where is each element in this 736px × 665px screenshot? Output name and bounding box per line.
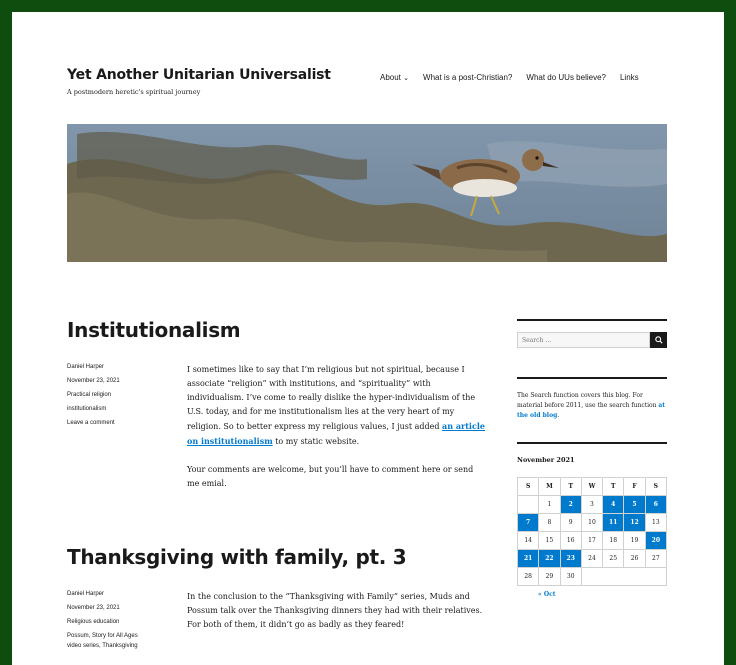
- calendar-week-row: [518, 550, 667, 568]
- post-category[interactable]: Practical religion: [67, 392, 112, 398]
- post-paragraph: [187, 363, 485, 449]
- post-title[interactable]: Thanksgiving with family, pt. 3: [67, 545, 407, 569]
- calendar-day: 19: [624, 532, 645, 550]
- calendar-day: 9: [560, 514, 581, 532]
- calendar-day-link[interactable]: 11: [603, 514, 624, 532]
- nav-item-about[interactable]: [380, 73, 409, 82]
- calendar-day: 14: [518, 532, 539, 550]
- nav-item-uu-beliefs[interactable]: What do UUs believe?: [526, 73, 606, 82]
- nav-item-post-christian[interactable]: What is a post-Christian?: [423, 73, 513, 82]
- site-title[interactable]: Yet Another Unitarian Universalist: [67, 67, 331, 83]
- page: [12, 12, 724, 665]
- calendar-day: 24: [581, 550, 602, 568]
- calendar-weekday-header: S: [645, 478, 666, 496]
- calendar-day: 27: [645, 550, 666, 568]
- post-paragraph: In the conclusion to the “Thanksgiving with Family” series, Muds and Possum talk over the Thanksgiving dinners they had with their relatives. For both of them, it didn’t go as badly as they feared!: [187, 592, 483, 629]
- post-date[interactable]: November 23, 2021: [67, 378, 120, 384]
- post-meta: [67, 587, 177, 651]
- nav-item-about-label: About: [380, 73, 401, 82]
- post-meta: [67, 360, 177, 430]
- post-tags-line-1[interactable]: Possum, Story for All Ages: [67, 633, 138, 639]
- leave-comment-link[interactable]: Leave a comment: [67, 420, 115, 426]
- calendar-weekday-header: W: [581, 478, 602, 496]
- search-input[interactable]: [517, 332, 650, 348]
- post-institutionalism: [67, 318, 487, 488]
- calendar-day: 10: [581, 514, 602, 532]
- calendar-weekday-header: T: [560, 478, 581, 496]
- calendar-day-link[interactable]: 4: [603, 496, 624, 514]
- calendar-day-link[interactable]: 6: [645, 496, 666, 514]
- search-form: [517, 332, 667, 348]
- calendar-day: 16: [560, 532, 581, 550]
- search-icon: [655, 336, 663, 344]
- calendar-day-link[interactable]: 5: [624, 496, 645, 514]
- chevron-down-icon: ⌄: [403, 75, 410, 82]
- calendar-caption: November 2021: [517, 456, 575, 464]
- calendar-day: 18: [603, 532, 624, 550]
- calendar-day-link[interactable]: 2: [560, 496, 581, 514]
- widget-divider: [517, 377, 667, 379]
- calendar-day: 25: [603, 550, 624, 568]
- calendar-day-link[interactable]: 21: [518, 550, 539, 568]
- calendar-day: 1: [539, 496, 560, 514]
- widget-divider: [517, 319, 667, 321]
- calendar-header-row: [518, 478, 667, 496]
- calendar-weekday-header: T: [603, 478, 624, 496]
- calendar-day-link[interactable]: 12: [624, 514, 645, 532]
- search-button[interactable]: [650, 332, 667, 348]
- calendar-day: 13: [645, 514, 666, 532]
- site-tagline: A postmodern heretic's spiritual journey: [67, 88, 201, 96]
- calendar-day: 3: [581, 496, 602, 514]
- old-blog-link[interactable]: at the old blog: [517, 402, 666, 419]
- calendar-day-link[interactable]: 23: [560, 550, 581, 568]
- post-category[interactable]: Religious education: [67, 619, 120, 625]
- post-date[interactable]: November 23, 2021: [67, 605, 120, 611]
- calendar-weekday-header: M: [539, 478, 560, 496]
- calendar-week-row: [518, 514, 667, 532]
- calendar-empty-cell: [581, 568, 666, 586]
- post-tags-line-2[interactable]: video series, Thanksgiving: [67, 643, 138, 649]
- calendar-weekday-header: F: [624, 478, 645, 496]
- calendar-day: 28: [518, 568, 539, 586]
- calendar-weekday-header: S: [518, 478, 539, 496]
- post-author[interactable]: Daniel Harper: [67, 591, 105, 597]
- calendar-day: 8: [539, 514, 560, 532]
- post-tags: [67, 629, 177, 651]
- calendar: [517, 477, 667, 586]
- calendar-day: 29: [539, 568, 560, 586]
- post-thanksgiving: [67, 545, 487, 649]
- post-content: [187, 590, 485, 646]
- calendar-day: 26: [624, 550, 645, 568]
- calendar-day-link[interactable]: 7: [518, 514, 539, 532]
- main-navigation: [380, 73, 639, 82]
- search-note: [517, 391, 667, 421]
- article-link[interactable]: an article on institutionalism: [187, 421, 485, 446]
- calendar-day-link[interactable]: 20: [645, 532, 666, 550]
- calendar-week-row: [518, 496, 667, 514]
- post-tags[interactable]: institutionalism: [67, 406, 107, 412]
- calendar-week-row: [518, 532, 667, 550]
- post-paragraph-2: Your comments are welcome, but you’ll have to comment here or send me emial.: [187, 465, 474, 488]
- header-image[interactable]: [67, 124, 667, 262]
- sandpiper-bird-image: [67, 124, 667, 262]
- paragraph-text: I sometimes like to say that I’m religious but not spiritual, because I associate “religion” with institutions, and “spirituality” with individualism. I’ve come to really dislike the hyper-individualism of the U.S. today, and for me institutionalism lies at the very heart of my religion. So to better express my religious values, I just added: [187, 365, 476, 431]
- calendar-prev-month-link[interactable]: « Oct: [538, 591, 556, 598]
- search-note-text: The Search function covers this blog. For material before 2011, use the search function: [517, 392, 659, 409]
- post-title[interactable]: Institutionalism: [67, 318, 241, 342]
- sidebar: [517, 319, 667, 598]
- widget-divider: [517, 442, 667, 444]
- post-author[interactable]: Daniel Harper: [67, 364, 105, 370]
- post-content: [187, 363, 485, 505]
- calendar-day-link[interactable]: 22: [539, 550, 560, 568]
- calendar-day: 15: [539, 532, 560, 550]
- nav-item-links[interactable]: Links: [619, 73, 639, 82]
- calendar-body: [518, 496, 667, 586]
- calendar-day: 30: [560, 568, 581, 586]
- search-note-end: .: [557, 412, 560, 419]
- calendar-week-row: [518, 568, 667, 586]
- paragraph-text-end: to my static website.: [272, 437, 360, 446]
- calendar-day: 17: [581, 532, 602, 550]
- calendar-empty-cell: [518, 496, 539, 514]
